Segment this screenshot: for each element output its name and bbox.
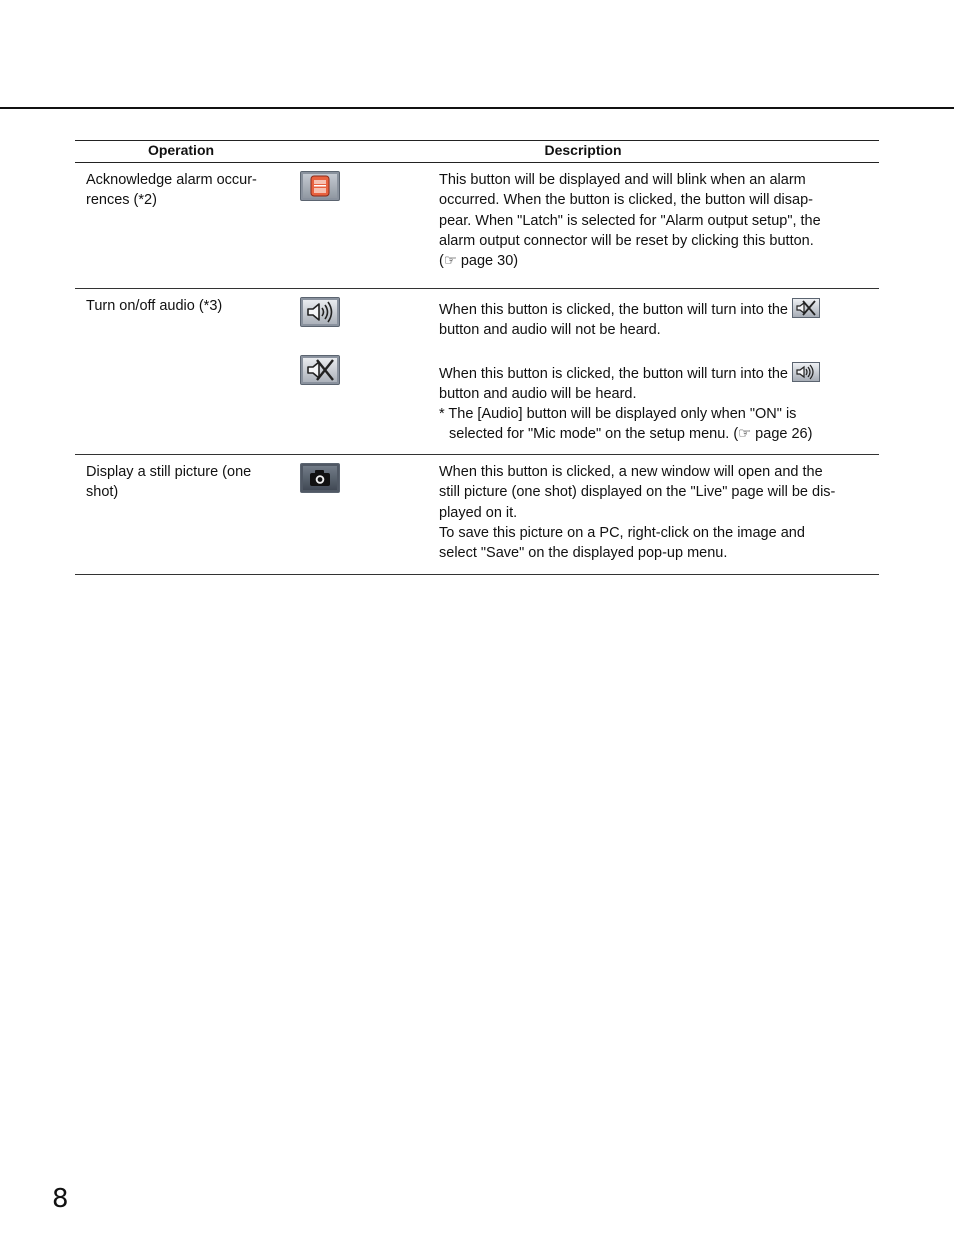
speaker-on-icon[interactable]: [300, 297, 340, 327]
description-line: pear. When "Latch" is selected for "Alarm output setup", the: [439, 212, 821, 229]
description-line: To save this picture on a PC, right-click on the image and: [439, 524, 805, 541]
page-number: 8: [52, 1184, 69, 1214]
description-line: select "Save" on the displayed pop-up menu.: [439, 545, 728, 562]
table-row: [75, 289, 879, 455]
description-line: still picture (one shot) displayed on the "Live" page will be dis-: [439, 484, 836, 501]
description-text: button and audio will be heard.: [439, 385, 637, 402]
operation-line: Display a still picture (one: [86, 464, 252, 480]
description-text: When this button is clicked, the button will turn into the: [439, 365, 788, 382]
speaker-muted-icon: [792, 298, 820, 318]
description-line: alarm output connector will be reset by clicking this button.: [439, 232, 814, 249]
speaker-on-icon: [792, 362, 820, 382]
table-row: [75, 163, 879, 289]
camera-icon[interactable]: [300, 463, 340, 493]
alarm-acknowledge-icon[interactable]: [300, 171, 340, 201]
operation-cell: Turn on/off audio (*3): [86, 298, 223, 314]
description-text: button and audio will not be heard.: [439, 322, 661, 339]
top-rule: [0, 107, 954, 109]
speaker-muted-icon[interactable]: [300, 355, 340, 385]
description-cell: [439, 462, 875, 563]
description-line: This button will be displayed and will blink when an alarm: [439, 172, 806, 188]
table-row: [75, 455, 879, 575]
description-cell: [439, 298, 875, 445]
description-column-header: Description: [544, 142, 622, 158]
description-text: When this button is clicked, the button will turn into the: [439, 302, 788, 318]
table-header: [75, 140, 879, 163]
operation-line: Acknowledge alarm occur-: [86, 172, 257, 188]
operation-cell: [86, 462, 286, 503]
operation-line: rences (*2): [86, 192, 157, 209]
description-line: played on it.: [439, 504, 518, 521]
description-line: When this button is clicked, a new window will open and the: [439, 464, 823, 480]
note-text: selected for "Mic mode" on the setup menu. (☞ page 26): [449, 426, 813, 443]
operation-table: [75, 140, 879, 575]
note-text: * The [Audio] button will be displayed only when "ON" is: [439, 406, 797, 423]
page-reference: (☞ page 30): [439, 253, 519, 270]
description-line: occurred. When the button is clicked, the button will disap-: [439, 192, 813, 209]
description-cell: [439, 170, 875, 271]
operation-line: shot): [86, 484, 119, 501]
operation-cell: [86, 170, 286, 211]
operation-column-header: Operation: [147, 142, 215, 158]
